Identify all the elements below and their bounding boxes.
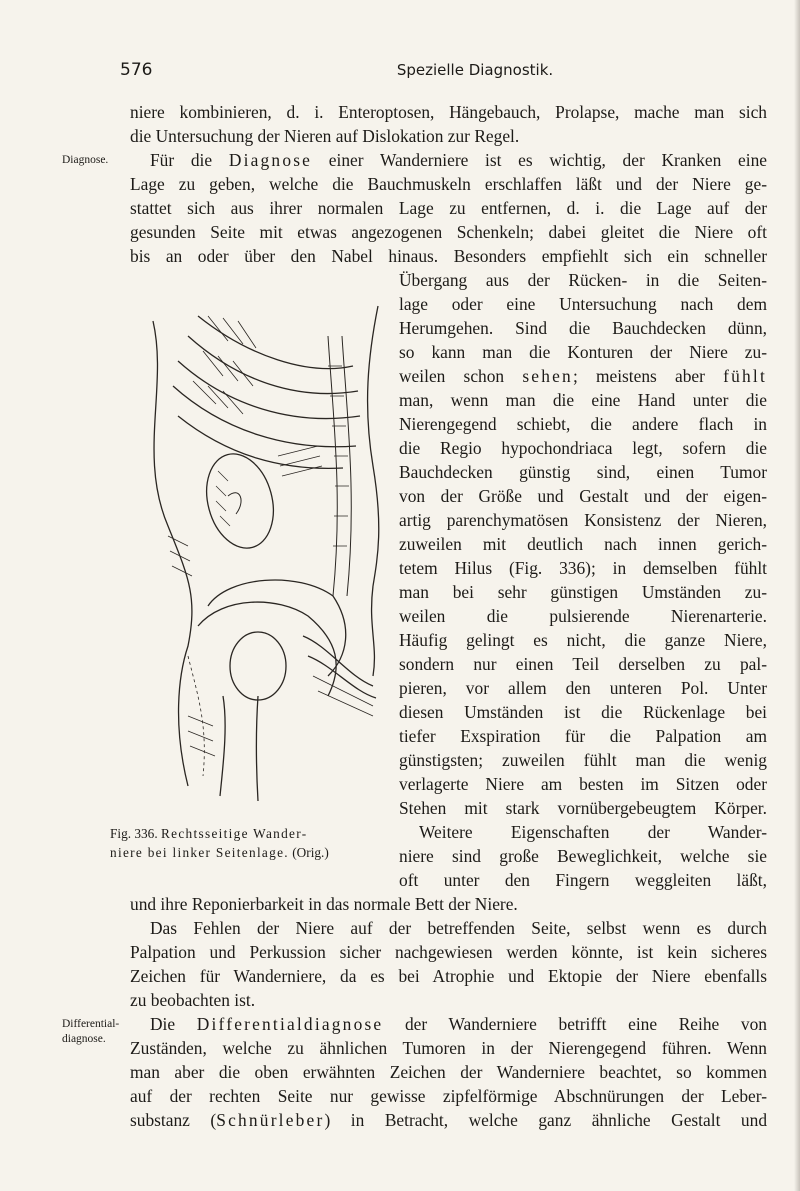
text-line: lage oder eine Untersuchung nach dem (399, 294, 767, 314)
text-line: von der Größe und Gestalt und der eigen- (399, 486, 767, 506)
text-line: tetem Hilus (Fig. 336); in demselben fühlt (399, 558, 767, 578)
text-line: oft unter den Fingern weggleiten läßt, (399, 870, 767, 890)
page-edge-shadow (794, 0, 800, 1191)
margin-note-diagnose: Diagnose. (62, 154, 109, 166)
text-line: pieren, vor allem den unteren Pol. Unter (399, 678, 767, 698)
text-line: und ihre Reponierbarkeit in das normale Bett der Niere. (130, 894, 518, 914)
text-line: bis an oder über den Nabel hinaus. Besonders empfiehlt sich ein schneller (130, 246, 767, 266)
text-line: niere sind große Beweglichkeit, welche sie (399, 846, 767, 866)
text-line: Bauchdecken günstig sind, einen Tumor (399, 462, 767, 482)
text-line: man aber die oben erwähnten Zeichen der Wanderniere beachtet, so kommen (130, 1062, 767, 1082)
text-line: Palpation und Perkussion sicher nachgewiesen werden könnte, ist kein sicheres (130, 942, 767, 962)
text-line: Stehen mit stark vornübergebeugtem Körper. (399, 798, 767, 818)
text-line: Zeichen für Wanderniere, da es bei Atrophie und Ektopie der Niere ebenfalls (130, 966, 767, 986)
text-line: man, wenn man die eine Hand unter die (399, 390, 767, 410)
text-line: diesen Umständen ist die Rückenlage bei (399, 702, 767, 722)
text-line: Übergang aus der Rücken- in die Seiten- (399, 270, 767, 290)
caption-line: Fig. 336. Rechtsseitige Wander- (110, 826, 308, 841)
figure-336-illustration (128, 296, 398, 816)
text-line: die Regio hypochondriaca legt, sofern die (399, 438, 767, 458)
page-header (120, 60, 770, 84)
text-line: die Untersuchung der Nieren auf Dislokation zur Regel. (130, 126, 520, 146)
running-title: Spezielle Diagnostik. (396, 61, 554, 79)
text-line: sondern nur einen Teil derselben zu pal- (399, 654, 767, 674)
text-line: auf der rechten Seite nur gewisse zipfelförmige Abschnürungen der Leber- (130, 1086, 767, 1106)
text-line: weilen schon sehen; meistens aber fühlt (399, 366, 767, 386)
text-line: Die Differentialdiagnose der Wanderniere betrifft eine Reihe von (150, 1014, 767, 1034)
anatomical-drawing (128, 296, 398, 816)
text-line: stattet sich aus ihrer normalen Lage zu entfernen, d. i. die Lage auf der (130, 198, 767, 218)
text-line: Das Fehlen der Niere auf der betreffenden Seite, selbst wenn es durch (150, 918, 767, 938)
text-line: Für die Diagnose einer Wanderniere ist es wichtig, der Kranken eine (150, 150, 768, 170)
page-number: 576 (120, 60, 153, 80)
text-line: Häufig gelingt es nicht, die ganze Niere, (399, 630, 767, 650)
text-line: artig parenchymatösen Konsistenz der Nieren, (399, 510, 767, 530)
text-line: zuweilen mit deutlich nach innen gerich- (399, 534, 767, 554)
figure-caption (110, 824, 400, 862)
text-line: Nierengegend schiebt, die andere flach in (399, 414, 767, 434)
text-line: weilen die pulsierende Nierenarterie. (399, 606, 767, 626)
text-line: gesunden Seite mit etwas angezogenen Schenkeln; dabei gleitet die Niere oft (130, 222, 767, 242)
text-line: man bei sehr günstigen Umständen zu- (399, 582, 767, 602)
text-line: substanz (Schnürleber) in Betracht, welche ganz ähnliche Gestalt und (130, 1110, 768, 1130)
text-line: Zuständen, welche zu ähnlichen Tumoren in der Nierengegend führen. Wenn (130, 1038, 767, 1058)
text-line: Lage zu geben, welche die Bauchmuskeln erschlaffen läßt und der Niere ge- (130, 174, 767, 194)
text-line: tiefer Exspiration für die Palpation am (399, 726, 767, 746)
text-line: zu beobachten ist. (130, 990, 256, 1010)
text-line: Herumgehen. Sind die Bauchdecken dünn, (399, 318, 767, 338)
text-line: niere kombinieren, d. i. Enteroptosen, Hängebauch, Prolapse, mache man sich (130, 102, 767, 122)
text-line: günstigsten; zuweilen fühlt man die wenig (399, 750, 767, 770)
text-line: so kann man die Konturen der Niere zu- (399, 342, 767, 362)
text-line: Weitere Eigenschaften der Wander- (419, 822, 767, 842)
margin-note-differentialdiagnose: Differential- diagnose. (62, 1018, 120, 1045)
caption-line: niere bei linker Seitenlage. (Orig.) (110, 845, 329, 860)
text-line: verlagerte Niere am besten im Sitzen oder (399, 774, 767, 794)
